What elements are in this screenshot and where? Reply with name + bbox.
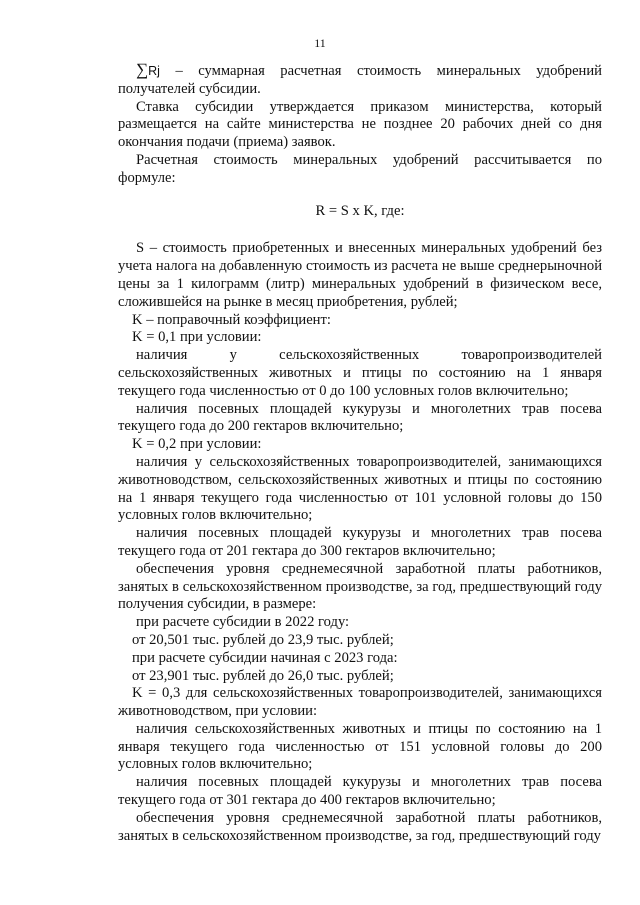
formula: R = S x K, где: — [315, 202, 405, 219]
paragraph-k02-animals: наличия у сельскохозяйственных товаропроизводителей, занимающихся животноводством, сельскохозяйственных животных и птицы по состоянию на 1 января текущего года численностью от 101 условной головы до 150 условных голов включительно; — [118, 453, 602, 524]
document-body — [118, 61, 602, 845]
paragraph-k03-salary: обеспечения уровня среднемесячной заработной платы работников, занятых в сельскохозяйственном производстве, за год, предшествующий году — [118, 809, 602, 844]
paragraph-salary-2022: при расчете субсидии в 2022 году: — [136, 614, 350, 631]
paragraph-k02-crops: наличия посевных площадей кукурузы и многолетних трав посева текущего года от 201 гектара до 300 гектаров включительно; — [118, 525, 602, 559]
paragraph-sum-definition — [118, 61, 602, 99]
paragraph-k-definition: K – поправочный коэффициент: — [132, 311, 331, 328]
paragraph-salary-2022-range: от 20,501 тыс. рублей до 23,9 тыс. рублей; — [132, 631, 394, 648]
paragraph-text: – суммарная расчетная стоимость минеральных удобрений получателей субсидии. — [118, 63, 602, 97]
sum-subscript: Rj — [148, 64, 160, 78]
paragraph-subsidy-rate: Ставка субсидии утверждается приказом министерства, который размещается на сайте министерства не позднее 20 рабочих дней со дня окончания подачи (приема) заявок. — [118, 98, 602, 151]
paragraph-k03: K = 0,3 для сельскохозяйственных товаропроизводителей, занимающихся животноводством, при условии: — [118, 685, 602, 720]
paragraph-s-definition: S – стоимость приобретенных и внесенных минеральных удобрений без учета налога на добавленную стоимость из расчета не выше среднерыночной цены за 1 килограмм (литр) минеральных удобрений в физическом весе, сложившейся на рынке в месяц приобретения, рублей; — [118, 240, 602, 310]
sum-symbol: ∑ — [136, 60, 149, 79]
paragraph-k01-crops: наличия посевных площадей кукурузы и многолетних трав посева текущего года до 200 гектаров включительно; — [118, 400, 602, 435]
paragraph-k01-animals: наличия у сельскохозяйственных товаропроизводителей сельскохозяйственных животных и птицы по состоянию на 1 января текущего года численностью от 0 до 100 условных голов включительно; — [118, 347, 602, 399]
paragraph-salary-2023: при расчете субсидии начиная с 2023 года: — [132, 649, 398, 666]
paragraph-k01: K = 0,1 при условии: — [132, 329, 262, 346]
paragraph-k03-crops: наличия посевных площадей кукурузы и многолетних трав посева текущего года от 301 гектара до 400 гектаров включительно; — [118, 774, 602, 809]
paragraph-k02-salary: обеспечения уровня среднемесячной заработной платы работников, занятых в сельскохозяйственном производстве, за год, предшествующий году получения субсидии, в размере: — [118, 560, 602, 613]
paragraph-formula-intro: Расчетная стоимость минеральных удобрений рассчитывается по формуле: — [118, 151, 602, 186]
paragraph-k02: K = 0,2 при условии: — [132, 436, 262, 453]
paragraph-salary-2023-range: от 23,901 тыс. рублей до 26,0 тыс. рублей; — [132, 667, 394, 684]
page-number: 11 — [314, 36, 326, 50]
paragraph-k03-animals: наличия сельскохозяйственных животных и птицы по состоянию на 1 января текущего года численностью от 151 условной головы до 200 условных голов включительно; — [118, 720, 602, 773]
